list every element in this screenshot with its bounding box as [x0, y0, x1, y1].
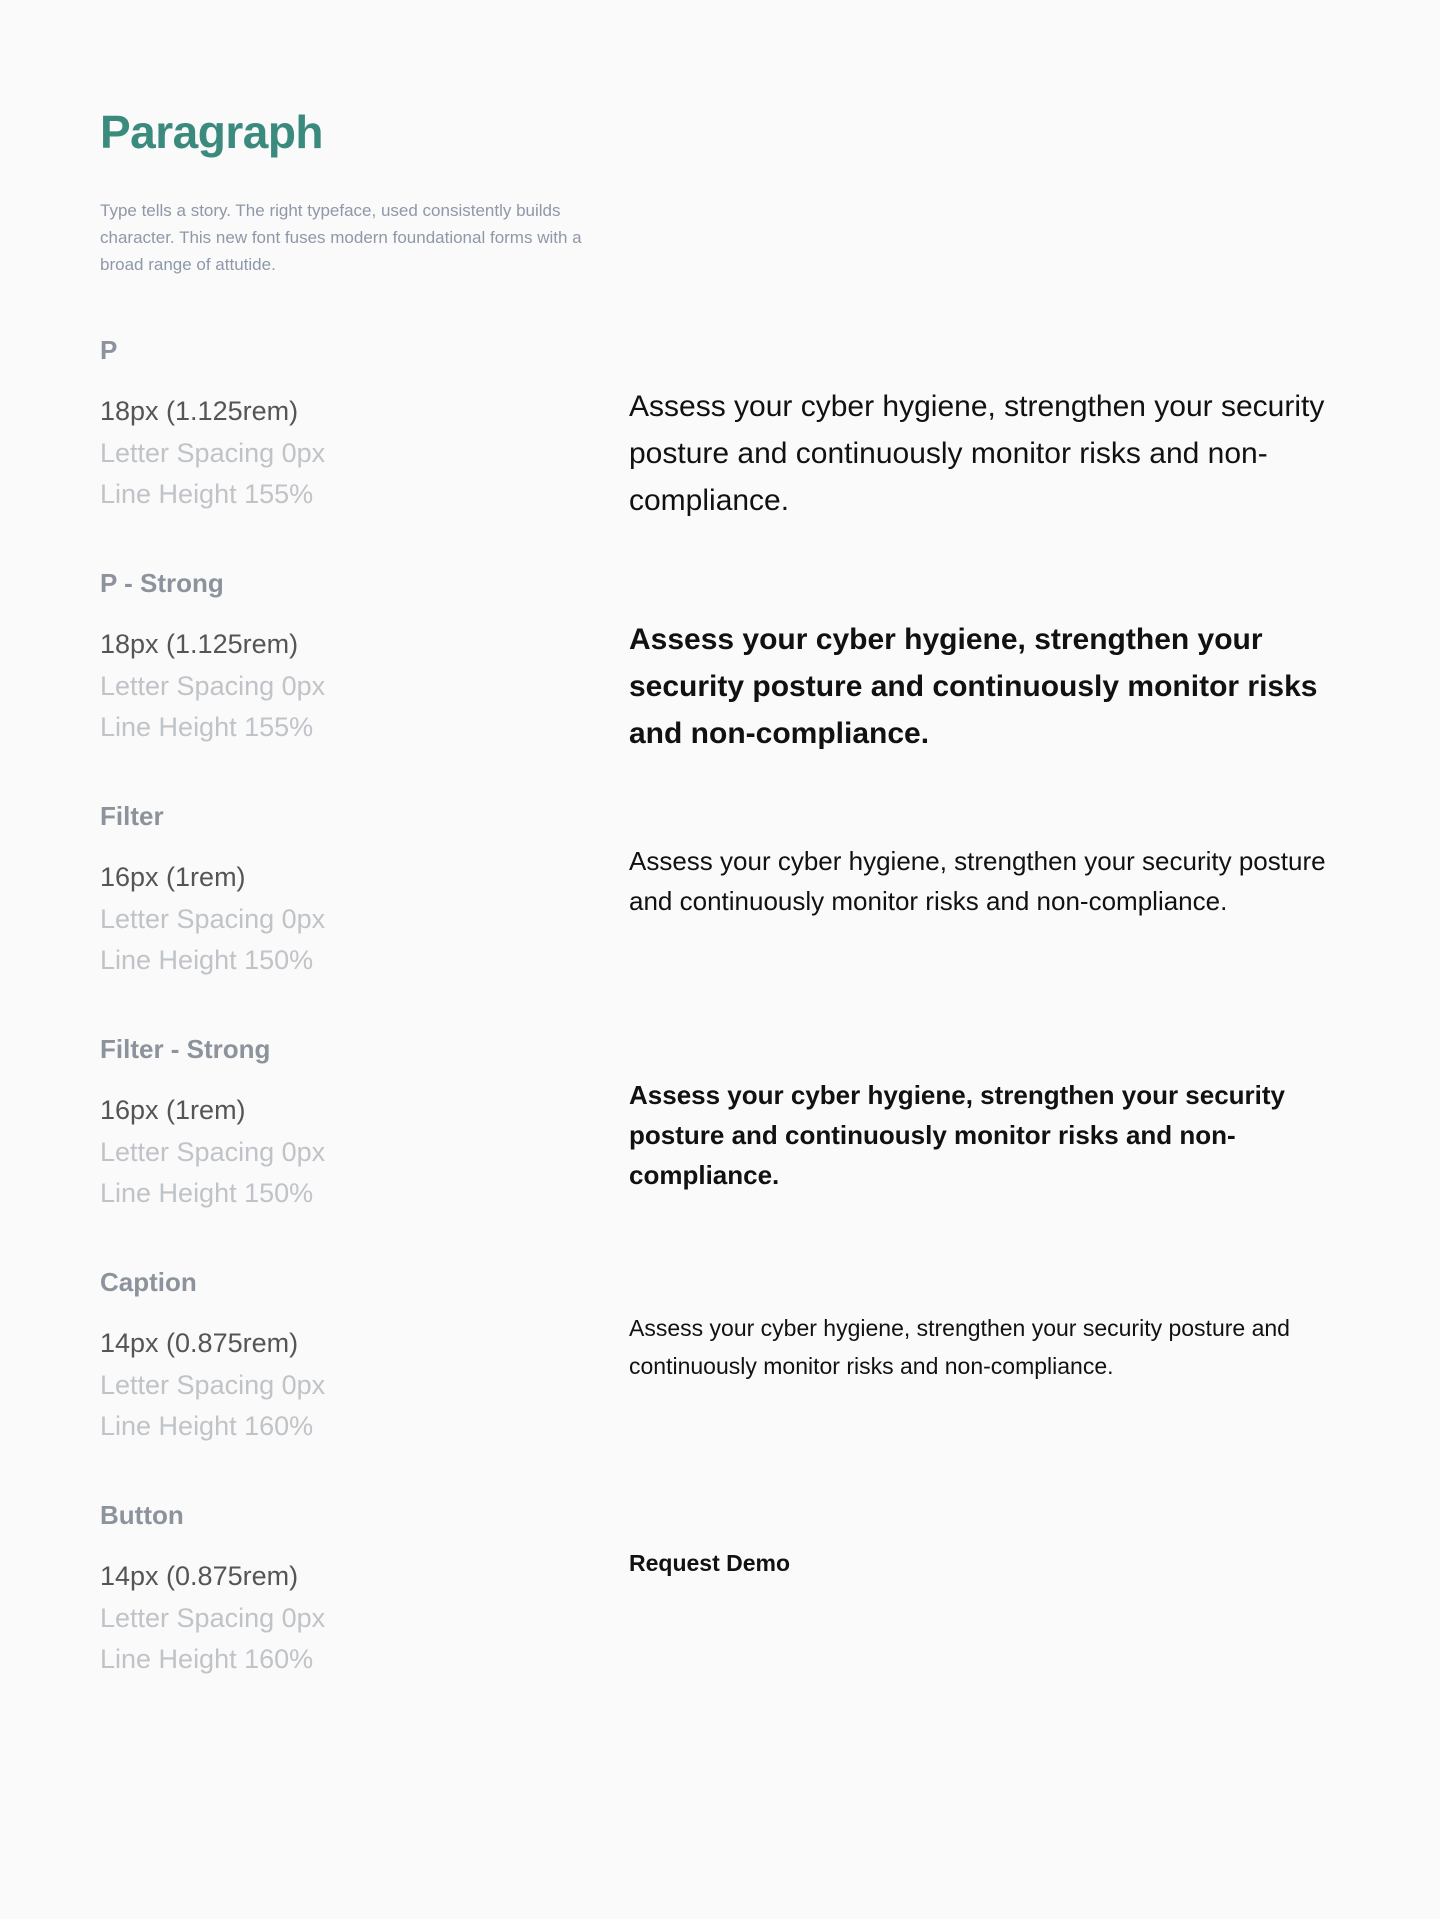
section-label: Caption	[100, 1267, 197, 1297]
sample-text: Assess your cyber hygiene, strengthen your security posture and continuously monitor risks and non-compliance.	[629, 623, 1318, 750]
section-label: P	[100, 335, 118, 365]
spec-letter-spacing: Letter Spacing 0px	[100, 1137, 326, 1167]
spec-font-size: 18px (1.125rem)	[100, 629, 299, 659]
spec-font-size: 14px (0.875rem)	[100, 1561, 299, 1591]
spec-letter-spacing: Letter Spacing 0px	[100, 1603, 326, 1633]
spec-letter-spacing: Letter Spacing 0px	[100, 904, 326, 934]
spec-font-size: 18px (1.125rem)	[100, 396, 299, 426]
spec-line-height: Line Height 160%	[100, 1411, 314, 1441]
section-label: P - Strong	[100, 568, 224, 598]
typography-page	[100, 0, 1340, 1919]
spec-font-size: 16px (1rem)	[100, 1095, 246, 1125]
spec-letter-spacing: Letter Spacing 0px	[100, 1370, 326, 1400]
page-intro: Type tells a story. The right typeface, used consistently builds character. This new font fuses modern foundational forms with a broad range of attutide.	[100, 201, 582, 274]
page-title: Paragraph	[100, 106, 324, 158]
spec-line-height: Line Height 155%	[100, 479, 314, 509]
sample-text: Assess your cyber hygiene, strengthen your security posture and continuously monitor risks and non-compliance.	[629, 1080, 1286, 1190]
request-demo-sample: Request Demo	[629, 1550, 791, 1576]
spec-font-size: 16px (1rem)	[100, 862, 246, 892]
spec-font-size: 14px (0.875rem)	[100, 1328, 299, 1358]
section-label: Filter	[100, 801, 164, 831]
sample-text: Assess your cyber hygiene, strengthen your security posture and continuously monitor risks and non-compliance.	[629, 846, 1326, 916]
spec-line-height: Line Height 150%	[100, 945, 314, 975]
spec-letter-spacing: Letter Spacing 0px	[100, 671, 326, 701]
spec-line-height: Line Height 155%	[100, 712, 314, 742]
section-label: Button	[100, 1500, 184, 1530]
section-label: Filter - Strong	[100, 1034, 271, 1064]
spec-letter-spacing: Letter Spacing 0px	[100, 438, 326, 468]
spec-line-height: Line Height 150%	[100, 1178, 314, 1208]
spec-line-height: Line Height 160%	[100, 1644, 314, 1674]
sample-text: Assess your cyber hygiene, strengthen your security posture and continuously monitor risks and non-compliance.	[629, 1315, 1290, 1379]
sample-text: Assess your cyber hygiene, strengthen your security posture and continuously monitor risks and non-compliance.	[629, 390, 1325, 517]
